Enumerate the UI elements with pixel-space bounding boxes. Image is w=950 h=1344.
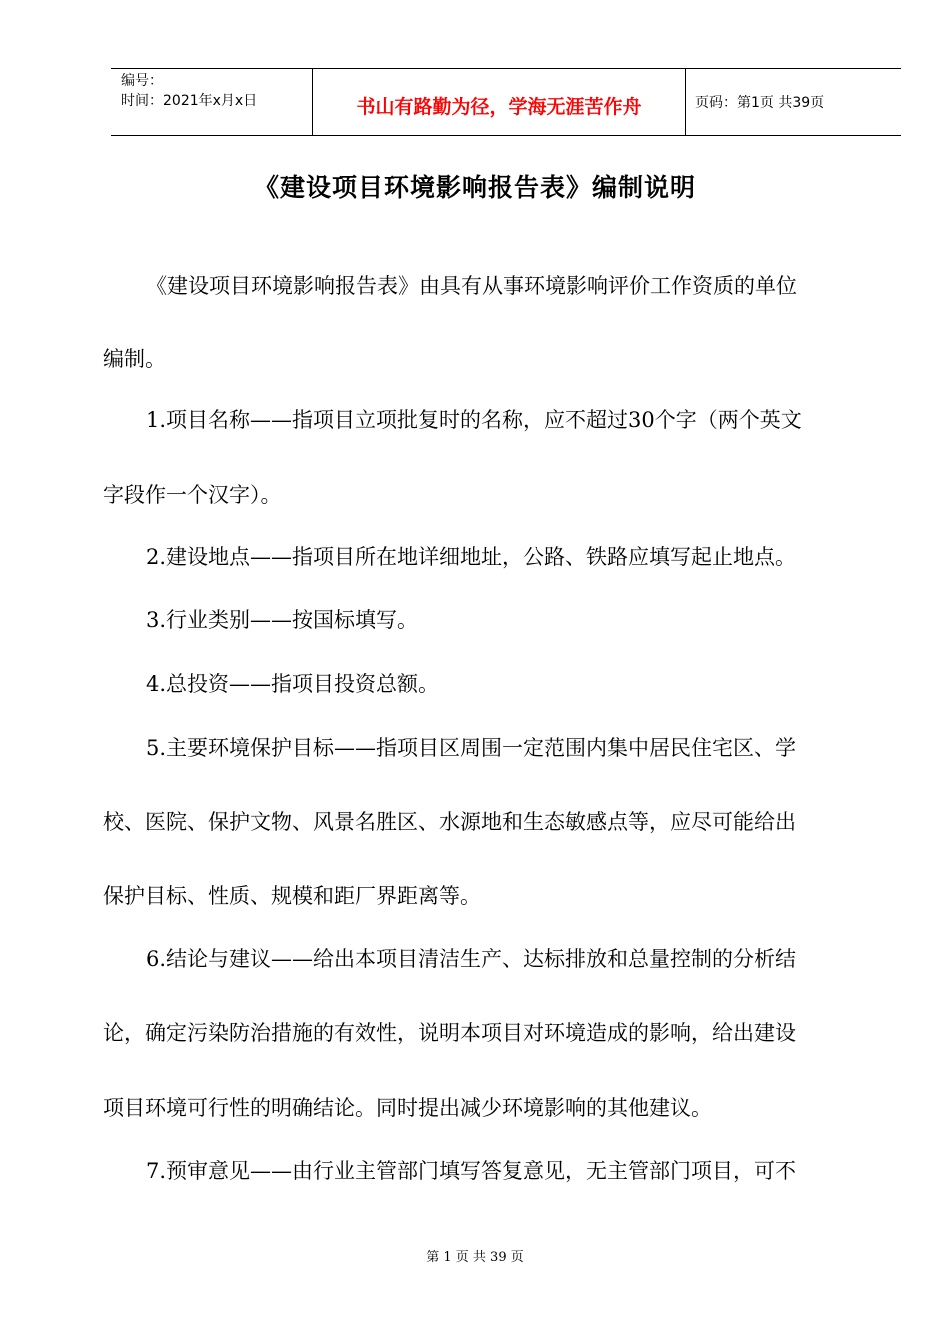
document-time-label: 时间：2021年x月x日 [121, 93, 258, 109]
header-page-label: 页码：第1页 共39页 [695, 95, 825, 111]
body-line: 3.行业类别——按国标填写。 [146, 608, 419, 632]
body-line: 编制。 [103, 347, 166, 371]
body-line: 保护目标、性质、规模和距厂界距离等。 [103, 884, 481, 908]
header-motto: 书山有路勤为径，学海无涯苦作舟 [313, 69, 686, 135]
document-number-label: 编号： [121, 73, 163, 89]
header-meta [111, 69, 313, 135]
body-line: 4.总投资——指项目投资总额。 [146, 672, 440, 696]
body-line: 1.项目名称——指项目立项批复时的名称，应不超过30个字（两个英文 [146, 408, 802, 432]
body-line: 项目环境可行性的明确结论。同时提出减少环境影响的其他建议。 [103, 1096, 712, 1120]
body-line: 字段作一个汉字）。 [103, 483, 282, 507]
body-line: 论，确定污染防治措施的有效性，说明本项目对环境造成的影响，给出建设 [103, 1021, 796, 1045]
body-line: 5.主要环境保护目标——指项目区周围一定范围内集中居民住宅区、学 [146, 736, 797, 760]
body-line: 2.建设地点——指项目所在地详细地址，公路、铁路应填写起止地点。 [146, 545, 797, 569]
document-title: 《建设项目环境影响报告表》编制说明 [253, 173, 696, 202]
body-line: 6.结论与建议——给出本项目清洁生产、达标排放和总量控制的分析结 [146, 947, 797, 971]
body-line: 7.预审意见——由行业主管部门填写答复意见，无主管部门项目，可不 [146, 1159, 797, 1183]
body-line: 校、医院、保护文物、风景名胜区、水源地和生态敏感点等，应尽可能给出 [103, 810, 796, 834]
page-footer: 第 1 页 共 39 页 [426, 1250, 524, 1265]
document-header [111, 68, 901, 136]
body-line: 《建设项目环境影响报告表》由具有从事环境影响评价工作资质的单位 [146, 274, 797, 298]
